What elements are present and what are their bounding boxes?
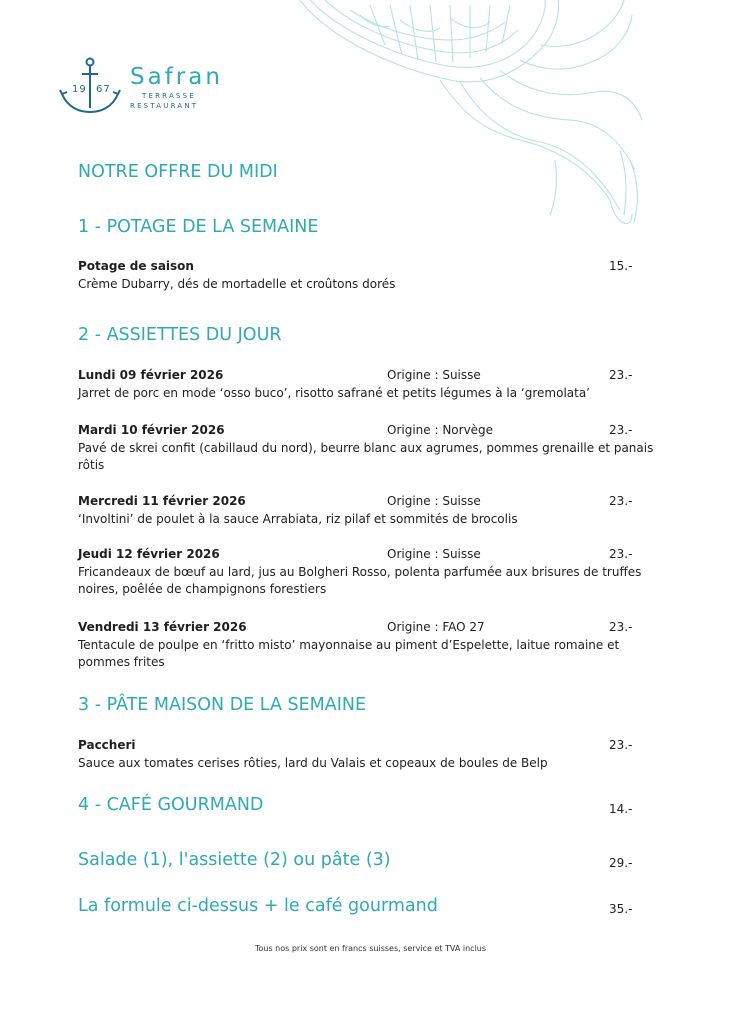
brand-subtitle-terrasse: TERRASSE	[142, 92, 196, 100]
item-origin: Origine : Suisse	[387, 494, 481, 508]
item-origin: Origine : FAO 27	[387, 620, 485, 634]
item-description: Crème Dubarry, dés de mortadelle et croûtons dorés	[78, 276, 396, 291]
formula-price: 35.-	[609, 902, 633, 916]
item-origin: Origine : Suisse	[387, 368, 481, 382]
item-description: Fricandeaux de bœuf au lard, jus au Bolgheri Rosso, polenta parfumée aux brisures de truffes noires, poêlée de champignons forestiers	[78, 564, 642, 596]
menu-item	[78, 258, 658, 293]
item-price: 23.-	[609, 620, 633, 634]
menu-item	[78, 422, 658, 475]
menu-item	[78, 546, 658, 599]
section-heading-cafe: 4 - CAFÉ GOURMAND	[78, 795, 264, 815]
item-description: Tentacule de poulpe en ‘fritto misto’ mayonnaise au piment d’Espelette, laitue romaine et pommes frites	[78, 637, 620, 669]
item-price: 23.-	[609, 494, 633, 508]
logo-year-left: 19	[72, 84, 87, 95]
item-origin: Origine : Norvège	[387, 423, 494, 437]
item-price: 15.-	[609, 259, 633, 273]
logo-year-right: 67	[96, 84, 111, 95]
jellyfish-illustration	[290, 0, 650, 230]
anchor-icon	[58, 56, 122, 118]
item-origin: Origine : Suisse	[387, 547, 481, 561]
item-price: 23.-	[609, 423, 633, 437]
item-price: 23.-	[609, 368, 633, 382]
section-heading-assiettes: 2 - ASSIETTES DU JOUR	[78, 325, 282, 345]
item-name: Potage de saison	[78, 259, 194, 273]
item-name: Mercredi 11 février 2026	[78, 494, 246, 508]
item-description: Jarret de porc en mode ‘osso buco’, risotto safrané et petits légumes à la ‘gremolata’	[78, 385, 590, 400]
item-name: Vendredi 13 février 2026	[78, 620, 247, 634]
item-price: 23.-	[609, 547, 633, 561]
menu-item	[78, 493, 658, 528]
menu-item	[78, 619, 658, 672]
brand-subtitle-restaurant: RESTAURANT	[130, 102, 199, 110]
menu-item	[78, 367, 658, 402]
section-heading-pate: 3 - PÂTE MAISON DE LA SEMAINE	[78, 695, 367, 715]
footer-note: Tous nos prix sont en francs suisses, service et TVA inclus	[254, 944, 487, 953]
item-name: Paccheri	[78, 738, 136, 752]
page-title: NOTRE OFFRE DU MIDI	[78, 162, 278, 182]
item-name: Jeudi 12 février 2026	[78, 547, 220, 561]
formula-price: 29.-	[609, 856, 633, 870]
item-name: Lundi 09 février 2026	[78, 368, 224, 382]
section-heading-potage: 1 - POTAGE DE LA SEMAINE	[78, 217, 319, 237]
item-name: Mardi 10 février 2026	[78, 423, 225, 437]
menu-item	[78, 737, 658, 772]
item-price: 23.-	[609, 738, 633, 752]
item-description: ‘Involtini’ de poulet à la sauce Arrabiata, riz pilaf et sommités de brocolis	[78, 511, 518, 526]
brand-name: Safran	[130, 64, 223, 90]
formula-label: Salade (1), l'assiette (2) ou pâte (3)	[78, 850, 391, 870]
cafe-price: 14.-	[609, 802, 633, 816]
item-description: Pavé de skrei confit (cabillaud du nord), beurre blanc aux agrumes, pommes grenaille et panais rôtis	[78, 440, 654, 472]
item-description: Sauce aux tomates cerises rôties, lard du Valais et copeaux de boules de Belp	[78, 755, 548, 770]
formula-label: La formule ci-dessus + le café gourmand	[78, 896, 438, 916]
